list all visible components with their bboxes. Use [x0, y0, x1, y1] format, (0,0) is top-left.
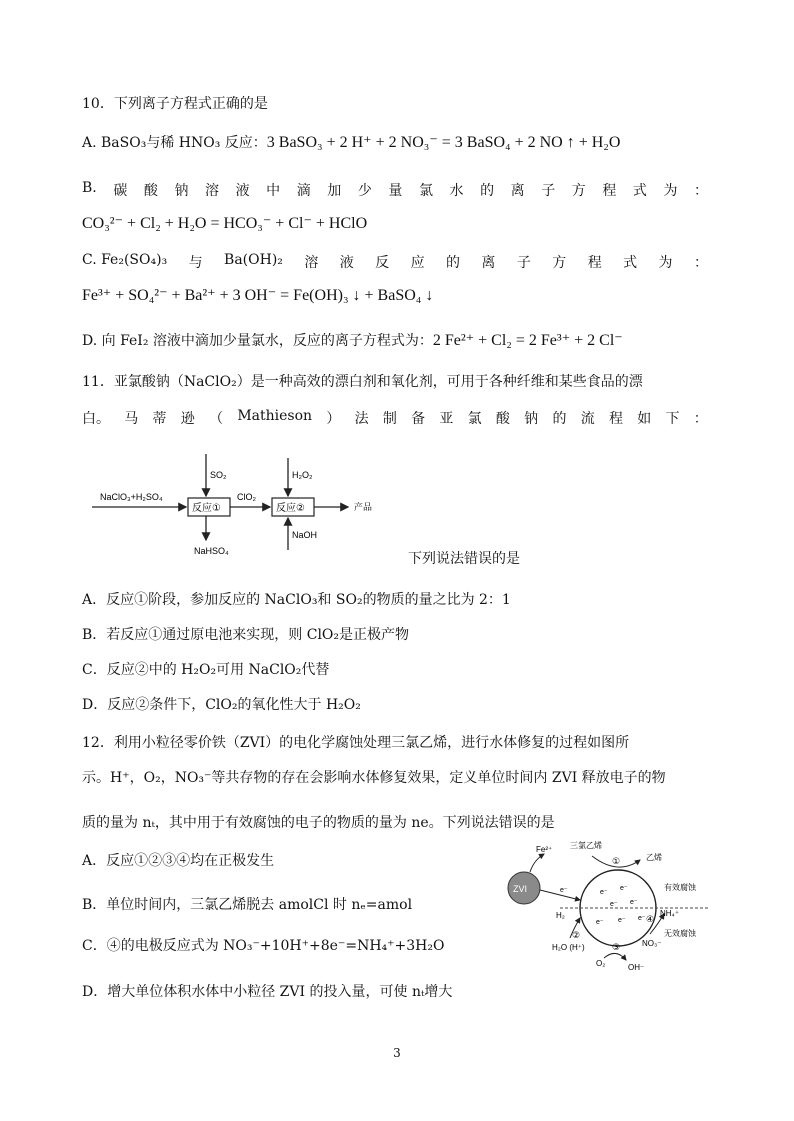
flow-h2o2-label: H₂O₂	[292, 470, 313, 480]
electron-label: e⁻	[600, 889, 608, 896]
q11-stem-char: 制	[382, 411, 397, 427]
no3-label: NO₃⁻	[642, 939, 662, 948]
tce-label: 三氯乙烯	[570, 841, 602, 850]
q10-c-char: ：	[693, 255, 708, 271]
q11-option-c: C．反应②中的 H₂O₂可用 NaClO₂代替	[82, 662, 330, 678]
q11-stem-line1: 11．亚氯酸钠（NaClO₂）是一种高效的漂白剂和氧化剂，可用于各种纤维和某些食品的漂	[82, 374, 643, 390]
electron-label: e⁻	[596, 919, 604, 926]
q11-stem-char: 法	[354, 411, 369, 427]
q10-c-char: 应	[410, 255, 425, 271]
q10-b-char: 式	[632, 183, 647, 199]
q10-b-char: 方	[571, 183, 586, 199]
q11-stem-char: 钠	[524, 411, 539, 427]
flow-reaction2-label: 反应②	[276, 503, 305, 514]
flow-nahso4-label: NaHSO₄	[194, 546, 229, 556]
nh4-label: NH₄⁺	[660, 909, 680, 918]
reaction-number-1: ①	[612, 856, 621, 866]
q10-c-char: 离	[481, 255, 496, 271]
q10-b-char: 量	[388, 183, 403, 199]
q10-stem: 10．下列离子方程式正确的是	[82, 96, 268, 112]
q11-stem-char: 亚	[439, 411, 454, 427]
q11-stem-char: 酸	[495, 411, 510, 427]
q10-b-char: 液	[235, 183, 250, 199]
q10-c-char: 为	[658, 255, 673, 271]
reaction-number-3: ③	[612, 942, 621, 952]
q12-option-b: B．单位时间内，三氯乙烯脱去 amolCl 时 nₑ=amol	[82, 897, 413, 913]
q10-option-d-equation: 2 Fe²⁺ + Cl₂ = 2 Fe³⁺ + 2 Cl⁻	[432, 332, 623, 349]
q10-option-a-prefix: A. BaSO₃与稀 HNO₃ 反应：	[82, 135, 267, 151]
q11-option-a: A．反应①阶段，参加反应的 NaClO₃和 SO₂的物质的量之比为 2：1	[82, 592, 511, 608]
q10-b-char: 滴	[296, 183, 311, 199]
q10-option-c-line1	[82, 252, 708, 272]
effective-corrosion-label: 有效腐蚀	[664, 883, 696, 892]
page-number: 3	[393, 1046, 401, 1060]
q10-c-char: 液	[339, 255, 354, 271]
q11-stem-char: （	[209, 411, 224, 427]
q10-c-char: 的	[446, 255, 460, 271]
q12-stem-line3: 质的量为 nₜ，其中用于有效腐蚀的电子的物质的量为 ne。下列说法错误的是	[82, 815, 555, 831]
q11-stem-char: ）	[326, 411, 341, 427]
q10-c-char: 子	[516, 255, 531, 271]
q10-option-a	[82, 133, 620, 153]
q10-c-char: C. Fe₂(SO₄)₃	[82, 252, 168, 268]
electron-label: e⁻	[618, 917, 626, 924]
zvi-label: ZVI	[513, 884, 528, 894]
h2o-label: H₂O (H⁺)	[552, 943, 585, 952]
q11-stem-char: 蒂	[152, 411, 167, 427]
q11-stem-char: 如	[637, 411, 652, 427]
q10-b-char: 中	[266, 183, 281, 199]
q10-c-char: 式	[623, 255, 638, 271]
q10-b-char: 氯	[418, 183, 433, 199]
q10-b-char: 酸	[143, 183, 158, 199]
flow-input-label: NaClO₃+H₂SO₄	[100, 492, 163, 502]
q10-c-char: 溶	[304, 255, 319, 271]
ethylene-label: 乙烯	[646, 853, 662, 862]
h2-label: H₂	[556, 911, 565, 920]
q11-stem-line2	[82, 408, 708, 428]
q11-stem-char: 马	[124, 411, 139, 427]
q11-stem-char: 备	[411, 411, 426, 427]
electron-label: e⁻	[560, 887, 568, 894]
q10-b-char: 加	[327, 183, 342, 199]
ineffective-corrosion-label: 无效腐蚀	[664, 929, 696, 938]
q11-option-d: D．反应②条件下，ClO₂的氧化性大于 H₂O₂	[82, 697, 361, 713]
q10-b-char: 的	[480, 183, 495, 199]
q10-option-d	[82, 331, 623, 351]
q11-stem-char: ：	[693, 411, 708, 427]
electron-label: e⁻	[638, 915, 646, 922]
q10-b-char: ：	[694, 183, 708, 199]
q11-stem-char: 逊	[180, 411, 195, 427]
q11-question: 下列说法错误的是	[408, 551, 520, 567]
electron-label: e⁻	[620, 885, 628, 892]
q10-b-char: 离	[510, 183, 525, 199]
electron-label: e⁻	[630, 899, 638, 906]
flow-reaction1-label: 反应①	[192, 503, 221, 514]
q10-option-a-equation: 3 BaSO₃ + 2 H⁺ + 2 NO₃⁻ = 3 BaSO₄ + 2 NO ↑ + H₂O	[266, 134, 621, 151]
q10-option-d-prefix: D. 向 FeI₂ 溶液中滴加少量氯水，反应的离子方程式为：	[82, 333, 433, 349]
q10-c-char: Ba(OH)₂	[224, 252, 283, 268]
q10-option-c-equation: Fe³⁺ + SO₄²⁻ + Ba²⁺ + 3 OH⁻ = Fe(OH)₃ ↓ + BaSO₄ ↓	[82, 287, 434, 304]
q10-b-char: 水	[449, 183, 464, 199]
q12-stem-line2: 示。H⁺，O₂，NO₃⁻等共存物的存在会影响水体修复效果，定义单位时间内 ZVI 释放电子的物	[82, 770, 666, 786]
q10-b-char: 钠	[174, 183, 189, 199]
q10-b-char: 溶	[205, 183, 219, 199]
q11-flow-diagram	[88, 448, 388, 558]
reaction-number-4: ④	[646, 914, 655, 924]
flow-product-label: 产品	[354, 502, 373, 512]
q11-stem-char: 流	[580, 411, 595, 427]
q11-stem-char: 白。	[82, 411, 110, 427]
q11-stem-char: Mathieson	[237, 408, 313, 424]
q12-option-d: D．增大单位体积水体中小粒径 ZVI 的投入量，可使 nₜ增大	[82, 984, 453, 1000]
q10-b-char: 程	[602, 183, 617, 199]
q10-b-char: B.	[82, 180, 97, 196]
q12-option-c: C．④的电极反应式为 NO₃⁻+10H⁺+8e⁻=NH₄⁺+3H₂O	[82, 938, 445, 954]
q11-stem-char: 的	[552, 411, 567, 427]
reaction-number-2: ②	[572, 930, 581, 940]
q11-stem-char: 下	[665, 411, 680, 427]
flow-naoh-label: NaOH	[292, 530, 318, 540]
q10-option-b-line1	[82, 180, 708, 200]
q12-zvi-diagram	[500, 838, 716, 974]
q10-option-b-equation: CO₃²⁻ + Cl₂ + H₂O = HCO₃⁻ + Cl⁻ + HClO	[82, 215, 368, 232]
o2-label: O₂	[596, 959, 606, 968]
q11-stem-char: 程	[608, 411, 623, 427]
q12-option-a: A．反应①②③④均在正极发生	[82, 853, 275, 869]
q10-b-char: 碳	[113, 183, 128, 199]
q10-b-char: 少	[357, 183, 372, 199]
flow-clo2-label: ClO₂	[237, 492, 256, 502]
q10-c-char: 与	[188, 255, 203, 271]
q11-stem-char: 氯	[467, 411, 482, 427]
q12-stem-line1: 12．利用小粒径零价铁（ZVI）的电化学腐蚀处理三氯乙烯，进行水体修复的过程如图所	[82, 735, 630, 751]
q10-c-char: 方	[552, 255, 567, 271]
oh-label: OH⁻	[628, 963, 645, 972]
q10-c-char: 程	[587, 255, 602, 271]
q11-option-b: B．若反应①通过原电池来实现，则 ClO₂是正极产物	[82, 627, 410, 643]
q10-c-char: 反	[375, 255, 390, 271]
electron-label: e⁻	[610, 901, 618, 908]
q10-b-char: 为	[663, 183, 678, 199]
q10-b-char: 子	[541, 183, 556, 199]
flow-so2-label: SO₂	[210, 470, 227, 480]
fe2-label: Fe²⁺	[536, 845, 553, 854]
